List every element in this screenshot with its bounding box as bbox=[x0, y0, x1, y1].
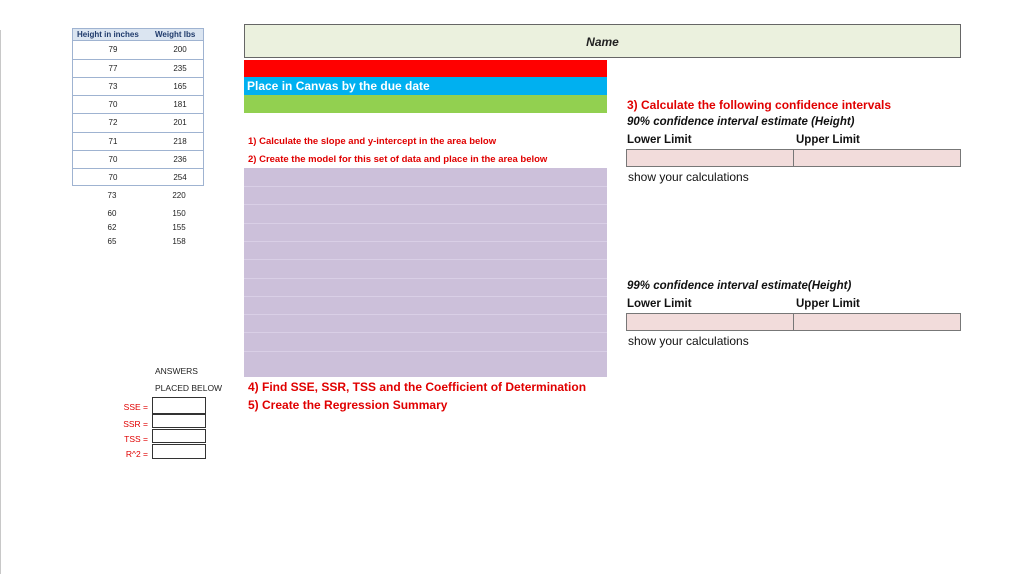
table-row[interactable] bbox=[72, 151, 204, 169]
tss-input[interactable] bbox=[152, 429, 206, 443]
table-row[interactable] bbox=[72, 219, 204, 233]
ssr-input[interactable] bbox=[152, 414, 206, 428]
height-cell: 73 bbox=[108, 82, 118, 91]
ssr-label: SSR = bbox=[123, 419, 148, 429]
height-cell: 70 bbox=[108, 155, 118, 164]
height-cell: 72 bbox=[108, 118, 118, 127]
ci99-upper-label: Upper Limit bbox=[796, 298, 860, 310]
place-in-canvas-text: Place in Canvas by the due date bbox=[247, 79, 430, 93]
weight-cell: 200 bbox=[173, 45, 187, 54]
instruction-step5: 5) Create the Regression Summary bbox=[248, 398, 448, 412]
sse-label: SSE = bbox=[123, 402, 148, 412]
weight-cell: 165 bbox=[173, 82, 187, 91]
name-field[interactable] bbox=[244, 24, 961, 58]
grid-line bbox=[244, 241, 607, 242]
name-label: Name bbox=[586, 35, 619, 49]
ci99-upper-input[interactable] bbox=[793, 313, 961, 331]
table-row[interactable] bbox=[72, 205, 204, 219]
tss-label: TSS = bbox=[124, 434, 148, 444]
ci90-calc-label: show your calculations bbox=[628, 170, 749, 184]
ci90-upper-input[interactable] bbox=[793, 149, 961, 167]
weight-cell: 155 bbox=[172, 223, 186, 232]
ci90-lower-label: Lower Limit bbox=[627, 134, 692, 146]
answers-subheading: PLACED BELOW bbox=[155, 383, 223, 393]
answers-heading: ANSWERS bbox=[155, 366, 198, 376]
weight-cell: 150 bbox=[172, 209, 186, 218]
height-cell: 70 bbox=[108, 100, 118, 109]
table-row[interactable] bbox=[72, 133, 204, 151]
instruction-step4: 4) Find SSE, SSR, TSS and the Coefficient of Determination bbox=[248, 380, 587, 394]
weight-cell: 158 bbox=[172, 237, 186, 246]
grid-line bbox=[244, 314, 607, 315]
ci90-upper-label: Upper Limit bbox=[796, 134, 860, 146]
weight-cell: 218 bbox=[173, 137, 187, 146]
grid-line bbox=[244, 351, 607, 352]
height-cell: 60 bbox=[107, 209, 117, 218]
red-banner bbox=[244, 60, 607, 77]
grid-line bbox=[244, 223, 607, 224]
height-cell: 70 bbox=[108, 173, 118, 182]
weight-cell: 235 bbox=[173, 64, 187, 73]
height-cell: 62 bbox=[107, 223, 117, 232]
table-row[interactable] bbox=[72, 96, 204, 114]
weight-cell: 236 bbox=[173, 155, 187, 164]
height-cell: 79 bbox=[108, 45, 118, 54]
ci99-lower-input[interactable] bbox=[626, 313, 794, 331]
table-row[interactable] bbox=[72, 186, 204, 204]
instruction-step1: 1) Calculate the slope and y-intercept in the area below bbox=[248, 136, 497, 147]
grid-line bbox=[244, 332, 607, 333]
height-cell: 73 bbox=[107, 191, 117, 200]
height-cell: 71 bbox=[108, 137, 118, 146]
place-in-canvas-banner bbox=[244, 77, 607, 95]
work-area[interactable] bbox=[244, 168, 607, 377]
grid-line bbox=[244, 259, 607, 260]
sse-input[interactable] bbox=[152, 397, 206, 414]
ci99-lower-label: Lower Limit bbox=[627, 298, 692, 310]
table-row[interactable] bbox=[72, 60, 204, 78]
table-header bbox=[72, 28, 204, 41]
weight-cell: 201 bbox=[173, 118, 187, 127]
instruction-step2: 2) Create the model for this set of data and place in the area below bbox=[248, 154, 548, 165]
green-banner bbox=[244, 95, 607, 113]
height-cell: 65 bbox=[107, 237, 117, 246]
ci90-title: 90% confidence interval estimate (Height) bbox=[627, 116, 855, 128]
table-row[interactable] bbox=[72, 169, 204, 186]
r2-input[interactable] bbox=[152, 444, 206, 459]
grid-line bbox=[244, 204, 607, 205]
instruction-step3: 3) Calculate the following confidence intervals bbox=[627, 98, 892, 112]
grid-line bbox=[244, 278, 607, 279]
table-row[interactable] bbox=[72, 78, 204, 96]
ci99-title: 99% confidence interval estimate(Height) bbox=[627, 280, 852, 292]
ci90-lower-input[interactable] bbox=[626, 149, 794, 167]
sheet-edge-line bbox=[0, 30, 1, 574]
r2-label: R^2 = bbox=[125, 449, 148, 459]
grid-line bbox=[244, 296, 607, 297]
grid-line bbox=[244, 186, 607, 187]
height-cell: 77 bbox=[108, 64, 118, 73]
weight-cell: 220 bbox=[172, 191, 186, 200]
header-weight: Weight lbs bbox=[155, 30, 196, 39]
table-row[interactable] bbox=[72, 114, 204, 133]
weight-cell: 181 bbox=[173, 100, 187, 109]
ci99-calc-label: show your calculations bbox=[628, 334, 749, 348]
header-height: Height in inches bbox=[77, 30, 139, 39]
table-row[interactable] bbox=[72, 233, 204, 247]
weight-cell: 254 bbox=[173, 173, 187, 182]
table-row[interactable] bbox=[72, 41, 204, 60]
